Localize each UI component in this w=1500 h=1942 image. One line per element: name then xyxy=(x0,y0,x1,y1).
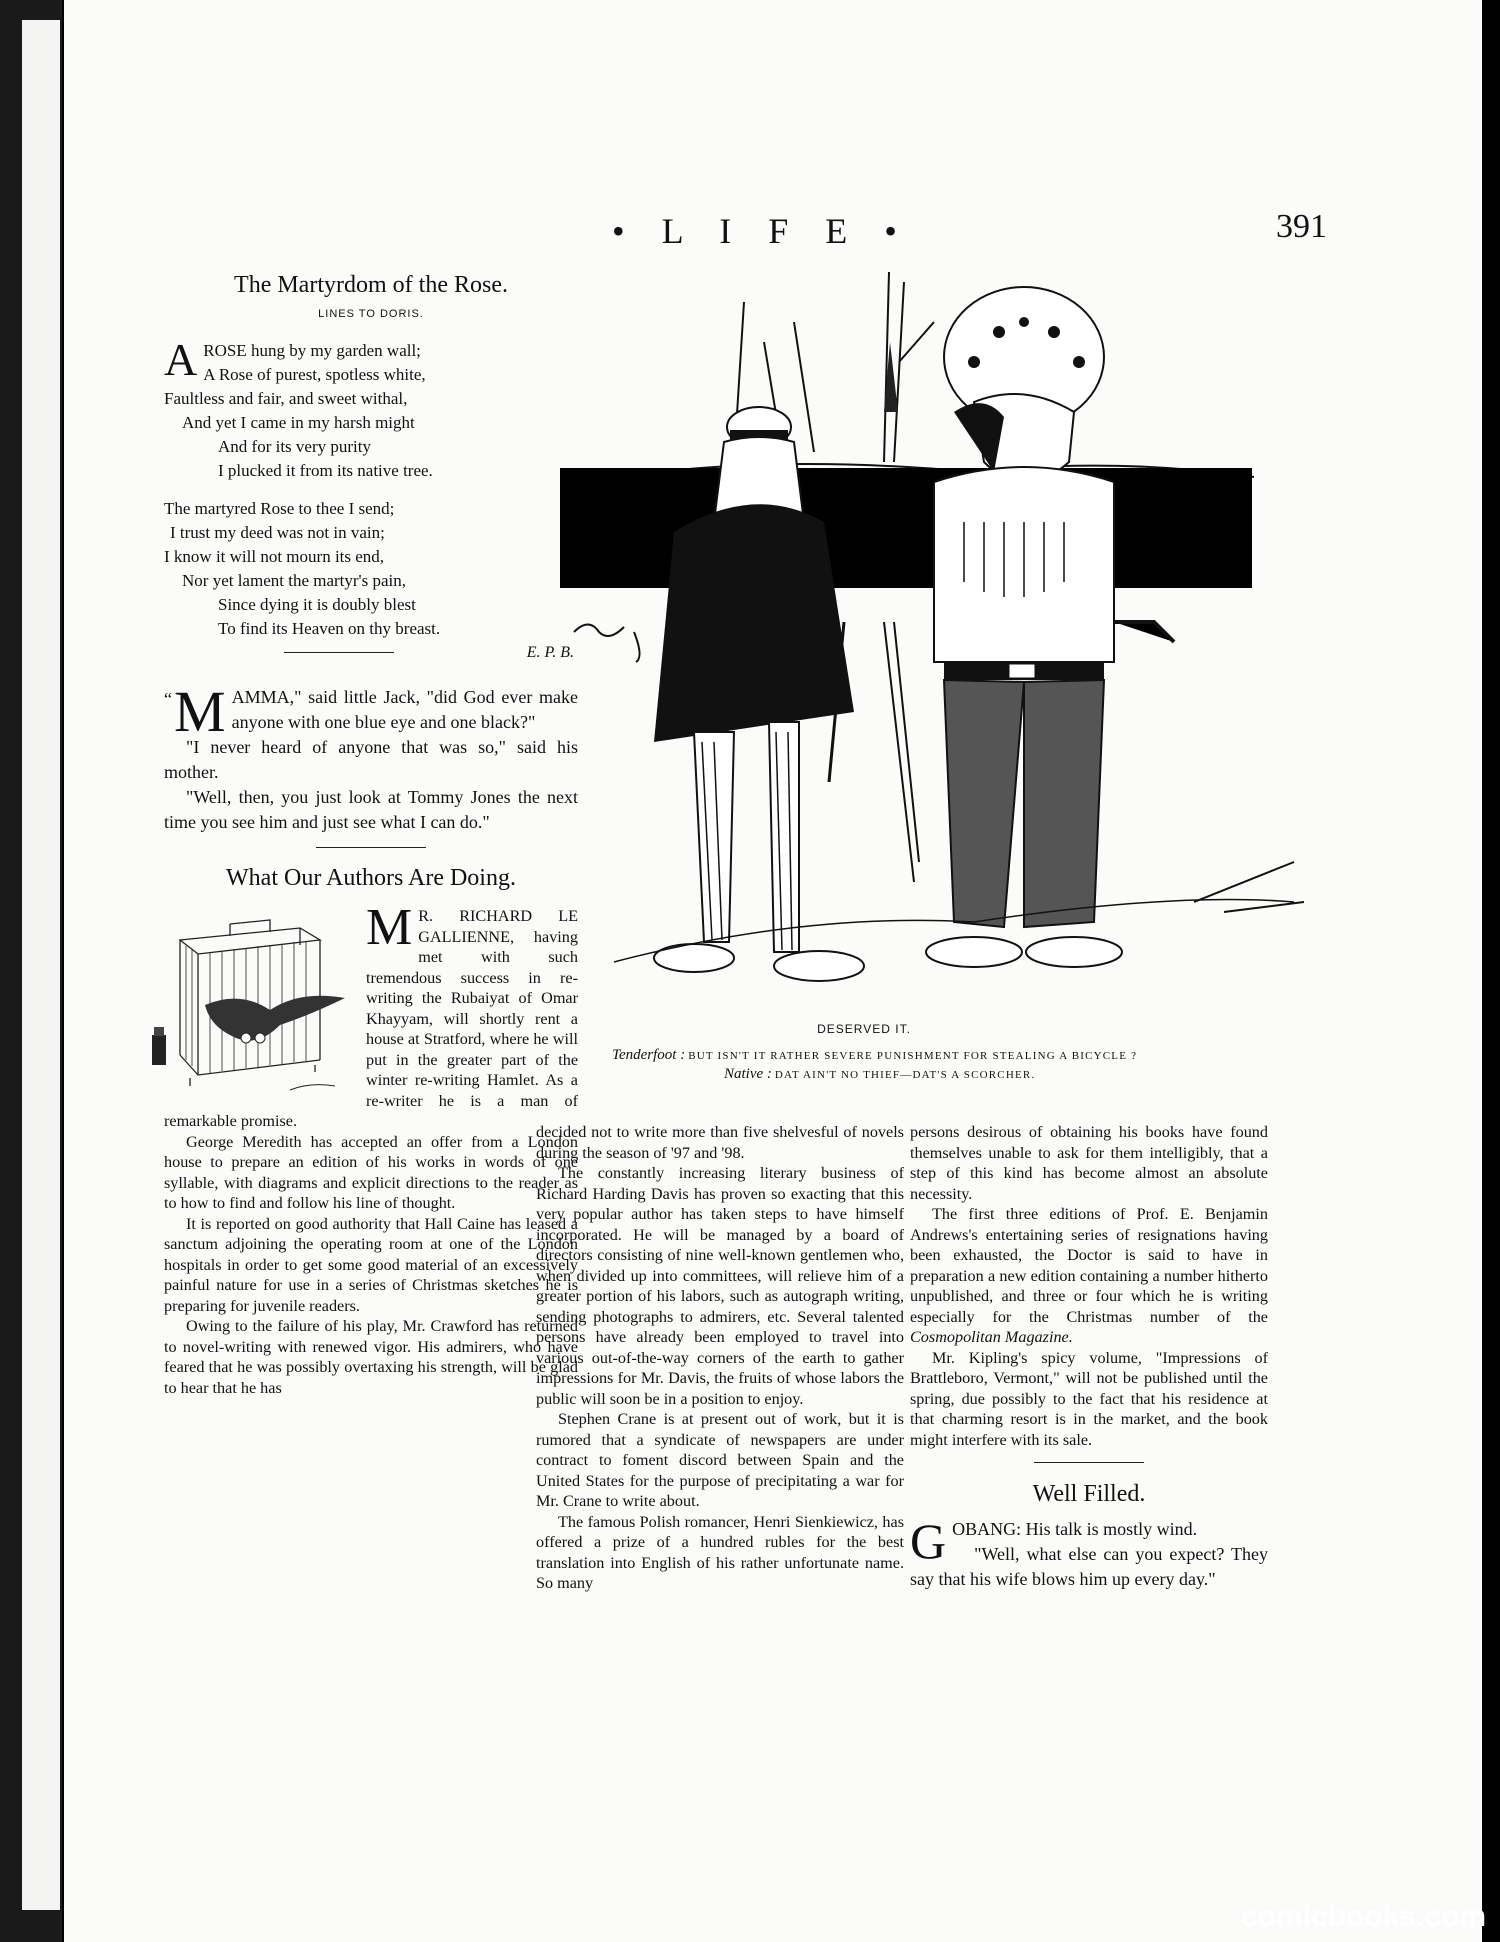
divider xyxy=(1034,1462,1144,1463)
speaker-tenderfoot: Tenderfoot : xyxy=(612,1047,686,1063)
right-column: persons desirous of obtaining his books have found themselves unable to ask for them intelligibly, that a step of this kind has become almost an absolute necessity. The first three editions of Prof. E. Benjamin Andrews's entertaining series of resignations having been exhausted, the Doctor is said to have in preparation a new edition containing a number hitherto unpublished, and three or four which he is writing especially for the Christmas number of the Cosmopolitan Magazine. Mr. Kipling's spicy volume, "Impressions of Brattleboro, Vermont," will not be published until the spring, due possibly to the fact that his residence at that charming resort is in the market, and the book might interfere with its sale. Well Filled. GOBANG: His talk is mostly wind. "Well, what else can you expect? They say that his wife blows him up every day." xyxy=(910,1122,1268,1592)
native-figure xyxy=(884,287,1174,967)
cartoon-drawing xyxy=(554,262,1314,1014)
well-filled-title: Well Filled. xyxy=(1032,1481,1146,1507)
cartoon-illustration xyxy=(554,262,1314,1014)
divider xyxy=(284,652,394,653)
speaker-native: Native : xyxy=(724,1066,772,1082)
poem-subtitle: LINES TO DORIS. xyxy=(318,308,424,320)
book-spine xyxy=(0,0,62,1942)
cartoon-caption: Tenderfoot : BUT ISN'T IT RATHER SEVERE PUNISHMENT FOR STEALING A BICYCLE ? Native : DAT AIN'T NO THIEF—DAT'S A SCORCHER. xyxy=(612,1047,1138,1082)
divider xyxy=(316,847,426,848)
poem-stanza-1: A ROSE hung by my garden wall; A Rose of purest, spotless white, Faultless and fair, and sweet withal, And yet I came in my harsh might And for its very purity I plucked it from its native tree. xyxy=(164,333,433,480)
well-filled-joke: GOBANG: His talk is mostly wind. "Well, what else can you expect? They say that his wife blows him up every day." xyxy=(910,1513,1268,1589)
facing-page-edge xyxy=(22,20,60,1910)
watermark: comicbooks.com xyxy=(1240,1900,1486,1933)
poem-stanza-2: The martyred Rose to thee I send; I trust my deed was not in vain; I know it will not mourn its end, Nor yet lament the martyr's pain, Since dying it is doubly blest To find its Heaven on thy breast. xyxy=(164,498,441,638)
masthead: • L I F E • xyxy=(612,211,911,251)
poem-signature: E. P. B. xyxy=(526,643,574,661)
cartoon-title: DESERVED IT. xyxy=(817,1022,911,1036)
authors-title: What Our Authors Are Doing. xyxy=(226,865,516,891)
poem-dropcap: A xyxy=(164,333,198,385)
magazine-page xyxy=(64,0,1482,1942)
owl-cage-icon xyxy=(150,900,360,1105)
owl-cage-illustration xyxy=(150,900,360,1105)
poem-title: The Martyrdom of the Rose. xyxy=(234,272,508,298)
middle-column: decided not to write more than five shelvesful of novels during the season of '97 and '98. The constantly increasing literary business of Richard Harding Davis has proven so exacting that this very popular author has taken steps to have himself incorporated. He will be managed by a board of directors consisting of nine well-known gentlemen who, when divided up into committees, will relieve him of a greater portion of his labors, such as autograph writing, sending photographs to admirers, etc. Several talented persons have already been employed to travel into various out-of-the-way corners of the earth to gather impressions for Mr. Davis, the fruits of whose labors the public will soon be in a position to enjoy. Stephen Crane is at present out of work, but it is rumored that a syndicate of newspapers are under contract to foment discord between Spain and the United States for the purpose of precipitating a war for Mr. Crane to write about. The famous Polish romancer, Henri Sienkiewicz, has offered a prize of a hundred rubles for the best translation into English of his rather unfortunate name. So many xyxy=(536,1123,904,1592)
well-filled-dropcap: G xyxy=(910,1513,947,1569)
authors-dropcap: M xyxy=(366,899,413,956)
left-column xyxy=(164,268,578,1398)
page-number: 391 xyxy=(1276,208,1327,245)
anecdote: “ M AMMA," said little Jack, "did God ever make anyone with one blue eye and one black?" "I never heard of anyone that was so," said his mother. "Well, then, you just look at Tommy Jones the next time you see him and just see what I can do." xyxy=(164,679,578,832)
authors-article: M R. RICHARD LE GALLIENNE, having met with such tremendous success in re-writing the Rubaiyat of Omar Khayyam, will shortly rent a house at Stratford, where he will put in the greater part of the winter re-writing Hamlet. As a re-writer he is a man of remarkable promise. George Meredith has accepted an offer from a London house to prepare an edition of his works in words of one syllable, with diagrams and explicit directions to the reader as to how to find and follow his line of thought. It is reported on good authority that Hall Caine has leased a sanctum adjoining the operating room at one of the London hospitals in order to get some good material of an excessively painful nature for use in a series of Christmas sketches he is preparing for juvenile readers. Owing to the failure of his play, Mr. Crawford has returned to novel-writing with renewed vigor. His admirers, who have feared that he was possibly overtaxing his strength, will be glad to hear that he has xyxy=(164,906,578,1398)
anecdote-dropcap: M xyxy=(174,679,226,744)
